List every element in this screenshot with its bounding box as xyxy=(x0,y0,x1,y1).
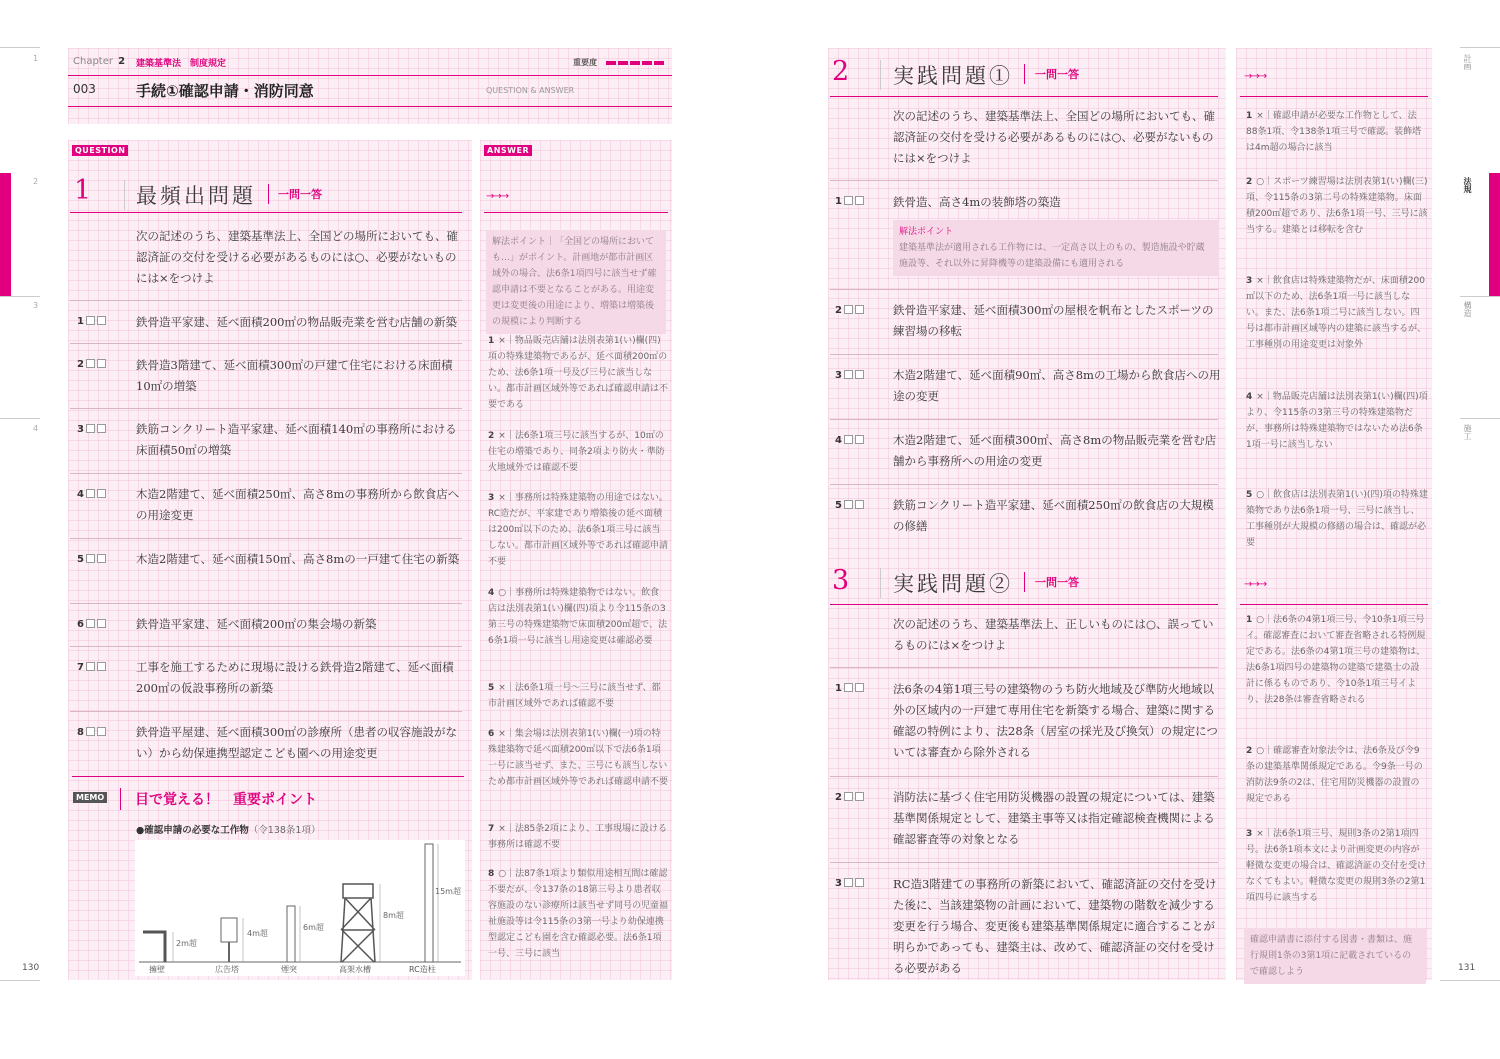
checkbox[interactable] xyxy=(86,316,95,325)
sec2-q4-number: 4 xyxy=(835,435,864,446)
answer-1: 1 ×｜物品販売店舗は法別表第1(い)欄(四)項の特殊建築物であるが、延べ面積200㎡のため、法6条1項一号及び三号に該当しない。都市計画区域外等であれば確認申請は不要である xyxy=(488,336,669,410)
checkbox[interactable] xyxy=(97,554,106,563)
solution-point: 解法ポイント｜「全国どの場所においても…」がポイント。計画地が都市計画区域外の場合、法6条1項四号に該当せず確認申請は不要となることがある。用途変更は変更後の用途により、増築は増築後の規模により判断する xyxy=(486,230,666,334)
checkbox[interactable] xyxy=(844,305,853,314)
sec2-intro: 次の記述のうち、建築基準法上、全国どの場所においても、確認済証の交付を受ける必要があるものには○、必要がないものには×をつけよ xyxy=(893,109,1215,165)
answer-3: 3 ×｜事務所は特殊建築物の用途ではない。RC造だが、平家建であり増築後の延べ面積は200㎡以下のため、法6条1項三号に該当しない。都市計画区域外等であれば確認申請不要 xyxy=(488,493,669,567)
page-code: 003 xyxy=(73,82,96,96)
page-title: 手続①確認申請・消防同意 xyxy=(136,82,314,100)
question-7-text: 工事を施工するために現場に設ける鉄骨造2階建て、延べ面積200㎡の仮設事務所の新築 xyxy=(136,660,454,695)
question-6-number: 6 xyxy=(77,619,106,630)
checkbox[interactable] xyxy=(844,196,853,205)
checkbox[interactable] xyxy=(855,196,864,205)
checkbox[interactable] xyxy=(86,619,95,628)
question-1-number: 1 xyxy=(77,316,106,327)
figure-height-2: 6m超 xyxy=(303,923,324,932)
question-5-number: 5 xyxy=(77,554,106,565)
thumb-tab-2: 法規 xyxy=(1463,177,1472,193)
question-7-number: 7 xyxy=(77,662,106,673)
sec2-answer-3: 3 ×｜飲食店は特殊建築物だが、床面積200㎡以下のため、法6条1項一号に該当しない。また、法6条1項二号に該当しない。四号は都市計画区域等内の建築に該当するが、工事種別の用途変更は対象外 xyxy=(1246,276,1427,350)
figure-label-0: 擁壁 xyxy=(149,965,165,974)
checkbox[interactable] xyxy=(86,489,95,498)
answer-5: 5 ×｜法6条1項一号〜三号に該当せず、都市計画区域外であれば確認不要 xyxy=(488,683,661,709)
question-2-number: 2 xyxy=(77,359,106,370)
structures-figure xyxy=(135,840,465,976)
sec3-subtitle: 一問一答 xyxy=(1035,576,1079,589)
answer-tag: ANSWER xyxy=(484,145,532,156)
arrows-icon: →→→ xyxy=(486,191,509,202)
question-4-number: 4 xyxy=(77,489,106,500)
checkbox[interactable] xyxy=(97,619,106,628)
question-2-text: 鉄骨造3階建て、延べ面積300㎡の戸建て住宅における床面積10㎡の増築 xyxy=(136,358,453,393)
sec3-intro: 次の記述のうち、建築基準法上、正しいものには○、誤っているものには×をつけよ xyxy=(893,617,1214,652)
question-tag: QUESTION xyxy=(72,145,128,156)
sec3-answer-3: 3 ×｜法6条1項三号、規則3条の2第1項四号。法6条1項本文により計画変更の内容が軽微な変更の場合は、確認済証の交付を受けなくてもよい。軽微な変更の規則3条の2第1項四号に該当する xyxy=(1246,829,1427,903)
sec2-q5-text: 鉄筋コンクリート造平家建、延べ面積250㎡の飲食店の大規模の修繕 xyxy=(893,498,1214,533)
question-6-text: 鉄骨造平家建、延べ面積200㎡の集会場の新築 xyxy=(136,617,377,631)
sec2-q3-text: 木造2階建て、延べ面積90㎡、高さ8mの工場から飲食店への用途の変更 xyxy=(893,368,1221,403)
sec2-point: 解法ポイント 建築基準法が適用される工作物には、一定高さ以上のもの、製造施設や貯蔵施設等、それ以外に昇降機等の建築設備にも適用される xyxy=(893,220,1219,276)
sec2-answer-5: 5 ○｜飲食店は法別表第1(い)(四)項の特殊建築物であり法6条1項一号、三号に該当し、工事種別が大規模の修繕の場合は、確認が必要 xyxy=(1246,490,1428,548)
figure-label-4: RC造柱 xyxy=(409,965,436,974)
figure-label-1: 広告塔 xyxy=(215,965,239,974)
checkbox[interactable] xyxy=(86,554,95,563)
checkbox[interactable] xyxy=(855,792,864,801)
sec2-subtitle: 一問一答 xyxy=(1035,68,1079,81)
memo-tag: MEMO xyxy=(73,792,107,803)
sec2-q1-number: 1 xyxy=(835,196,864,207)
checkbox[interactable] xyxy=(844,792,853,801)
figure-height-4: 15m超 xyxy=(435,887,461,896)
arrows-icon: →→→ xyxy=(1244,71,1267,82)
checkbox[interactable] xyxy=(86,662,95,671)
chapter-number: 2 xyxy=(118,56,126,67)
checkbox[interactable] xyxy=(855,370,864,379)
chapter-category: 建築基準法 制度規定 xyxy=(136,59,227,69)
arrows-icon: →→→ xyxy=(1244,579,1267,590)
sec3-q2-text: 消防法に基づく住宅用防災機器の設置の規定については、建築基準関係規定として、建築主事等又は指定確認検査機関による確認審査等の対象となる xyxy=(893,790,1215,846)
answer-2: 2 ×｜法6条1項三号に該当するが、10㎡の住宅の増築であり、同条2項より防火・準防火地域外では確認不要 xyxy=(488,431,665,473)
figure-height-1: 4m超 xyxy=(247,929,268,938)
checkbox[interactable] xyxy=(86,424,95,433)
sec3-number: 3 xyxy=(832,565,850,596)
checkbox[interactable] xyxy=(844,500,853,509)
sec2-answer-2: 2 ○｜スポーツ練習場は法別表第1(い)欄(三)項、令115条の3第二号の特殊建築物。床面積200㎡超であり、法6条1項一号、三号に該当する。建築とは移転を含む xyxy=(1246,177,1428,235)
thumb-tab-1: 計画 xyxy=(1463,54,1472,70)
importance-meter xyxy=(606,61,664,65)
question-1-text: 鉄骨造平家建、延べ面積200㎡の物品販売業を営む店舗の新築 xyxy=(136,315,457,329)
question-5-text: 木造2階建て、延べ面積150㎡、高さ8mの一戸建て住宅の新築 xyxy=(136,552,460,566)
checkbox[interactable] xyxy=(86,359,95,368)
sec2-q2-number: 2 xyxy=(835,305,864,316)
chapter-label: Chapter xyxy=(73,56,113,67)
figure-height-0: 2m超 xyxy=(176,939,197,948)
question-3-text: 鉄筋コンクリート造平家建、延べ面積140㎡の事務所における床面積50㎡の増築 xyxy=(136,422,457,457)
sec3-answer-1: 1 ○｜法6条の4第1項三号、令10条1項三号イ。確認審査において審査省略される特例規定である。法6条の4第1項三号の建築物は、法6条1項四号の建築物の建築で建築士の設計に係るものであり、令10条1項三号イより、法28条は審査省略される xyxy=(1246,615,1426,705)
sec2-answer-4: 4 ×｜物品販売店舗は法別表第1(い)欄(四)項より、令115条の3第三号の特殊建築物だが、事務所は特殊建築物ではないため法6条1項一号に該当しない xyxy=(1246,392,1428,450)
sec2-number: 2 xyxy=(832,56,850,87)
sec3-title: 実践問題② xyxy=(893,572,1013,596)
checkbox[interactable] xyxy=(97,662,106,671)
checkbox[interactable] xyxy=(855,878,864,887)
side-number-2: 2 xyxy=(33,177,39,186)
section-subtitle: 一問一答 xyxy=(278,188,322,201)
left-chapter-tab xyxy=(0,173,11,296)
side-number-3: 3 xyxy=(33,301,39,310)
sec3-q1-number: 1 xyxy=(835,683,864,694)
side-number-4: 4 xyxy=(33,424,39,433)
sec2-q3-number: 3 xyxy=(835,370,864,381)
question-intro: 次の記述のうち、建築基準法上、全国どの場所においても、確認済証の交付を受ける必要があるものには○、必要がないものには×をつけよ xyxy=(136,229,458,285)
left-page-number: 130 xyxy=(22,963,40,973)
sec2-q5-number: 5 xyxy=(835,500,864,511)
sec2-q1-text: 鉄骨造、高さ4mの装飾塔の築造 xyxy=(893,195,1061,209)
sec2-q2-text: 鉄骨造平家建、延べ面積300㎡の屋根を帆布としたスポーツの練習場の移転 xyxy=(893,303,1214,338)
thumb-tab-3: 構造 xyxy=(1463,301,1472,317)
section-title: 最頻出問題 xyxy=(136,184,256,208)
answer-7: 7 ×｜法85条2項により、工事現場に設ける事務所は確認不要 xyxy=(488,824,668,850)
sec2-q4-text: 木造2階建て、延べ面積300㎡、高さ8mの物品販売業を営む店舗から事務所への用途の変更 xyxy=(893,433,1217,468)
sec3-q1-text: 法6条の4第1項三号の建築物のうち防火地域及び準防火地域以外の区域内の一戸建て専用住宅を新築する場合、建築に関する確認の特例により、法28条（居室の採光及び換気）の規定については審査から除外される xyxy=(893,682,1218,759)
checkbox[interactable] xyxy=(97,359,106,368)
sec3-q3-number: 3 xyxy=(835,878,864,889)
left-header xyxy=(68,48,672,124)
checkbox[interactable] xyxy=(855,500,864,509)
checkbox[interactable] xyxy=(844,683,853,692)
sec3-answer-2: 2 ○｜確認審査対象法令は、法6条及び令9条の建築基準関係規定である。令9条一号の消防法9条の2は、住宅用防災機器の設置の規定である xyxy=(1246,746,1423,804)
checkbox[interactable] xyxy=(844,370,853,379)
question-8-text: 鉄骨造平屋建、延べ面積300㎡の診療所（患者の収容施設がない）から幼保連携型認定こども園への用途変更 xyxy=(136,725,457,760)
checkbox[interactable] xyxy=(97,489,106,498)
right-chapter-tab xyxy=(1489,173,1500,296)
checkbox[interactable] xyxy=(97,316,106,325)
answer-6: 6 ×｜集会場は法別表第1(い)欄(一)項の特殊建築物で延べ面積200㎡以下で法6条1項一号に該当せず、また、三号にも該当しないため都市計画区域外等であれば確認申請不要 xyxy=(488,729,669,787)
checkbox[interactable] xyxy=(97,727,106,736)
importance-label: 重要度 xyxy=(573,58,597,67)
sec2-title: 実践問題① xyxy=(893,64,1013,88)
checkbox[interactable] xyxy=(844,435,853,444)
memo-title: 目で覚える！ 重要ポイント xyxy=(135,792,317,808)
answer-4: 4 ○｜事務所は特殊建築物ではない。飲食店は法別表第1(い)欄(四)項より令115条の3第三号の特殊建築物で床面積200㎡超で、法6条1項一号に該当し用途変更は確認必要 xyxy=(488,588,667,646)
sec2-answer-1: 1 ×｜確認申請が必要な工作物として、法88条1項、令138条1項三号で確認。装飾塔は4m超の場合に該当 xyxy=(1246,111,1422,153)
figure-height-3: 8m超 xyxy=(383,911,404,920)
question-4-text: 木造2階建て、延べ面積250㎡、高さ8mの事務所から飲食店への用途変更 xyxy=(136,487,460,522)
checkbox[interactable] xyxy=(855,435,864,444)
thumb-tab-4: 施工 xyxy=(1463,424,1472,440)
sec3-q2-number: 2 xyxy=(835,792,864,803)
checkbox[interactable] xyxy=(855,683,864,692)
checkbox[interactable] xyxy=(855,305,864,314)
page-title-en: QUESTION & ANSWER xyxy=(486,86,575,95)
right-page-number: 131 xyxy=(1458,963,1476,973)
checkbox[interactable] xyxy=(86,727,95,736)
answer-8: 8 ○｜法87条1項より類似用途相互間は確認不要だが、令137条の18第三号より患者収容施設のない診療所は該当せず同号の児童福祉施設等は令115条の3第一号より幼保連携型認定こども園を含む確認必要。法6条1項一号、三号に該当 xyxy=(488,869,669,959)
figure-label-2: 煙突 xyxy=(281,965,297,974)
question-3-number: 3 xyxy=(77,424,106,435)
checkbox[interactable] xyxy=(97,424,106,433)
figure-label-3: 高架水槽 xyxy=(339,965,371,974)
checkbox[interactable] xyxy=(844,878,853,887)
sec3-q3-text: RC造3階建ての事務所の新築において、確認済証の交付を受けた後に、当該建築物の計画において、建築物の階数を減少する変更を行う場合、変更後も建築基準関係規定に適合することが明らかであっても、建築主は、改めて、確認済証の交付を受ける必要がある xyxy=(893,877,1217,975)
sec3-note: 確認申請書に添付する図書・書類は、施行規則1条の3第1項に記載されているので確認しよう xyxy=(1244,928,1426,984)
side-number-1: 1 xyxy=(33,54,39,63)
memo-subtitle: ●確認申請の必要な工作物（令138条1項） xyxy=(136,825,321,836)
question-8-number: 8 xyxy=(77,727,106,738)
section-number: 1 xyxy=(74,175,92,206)
